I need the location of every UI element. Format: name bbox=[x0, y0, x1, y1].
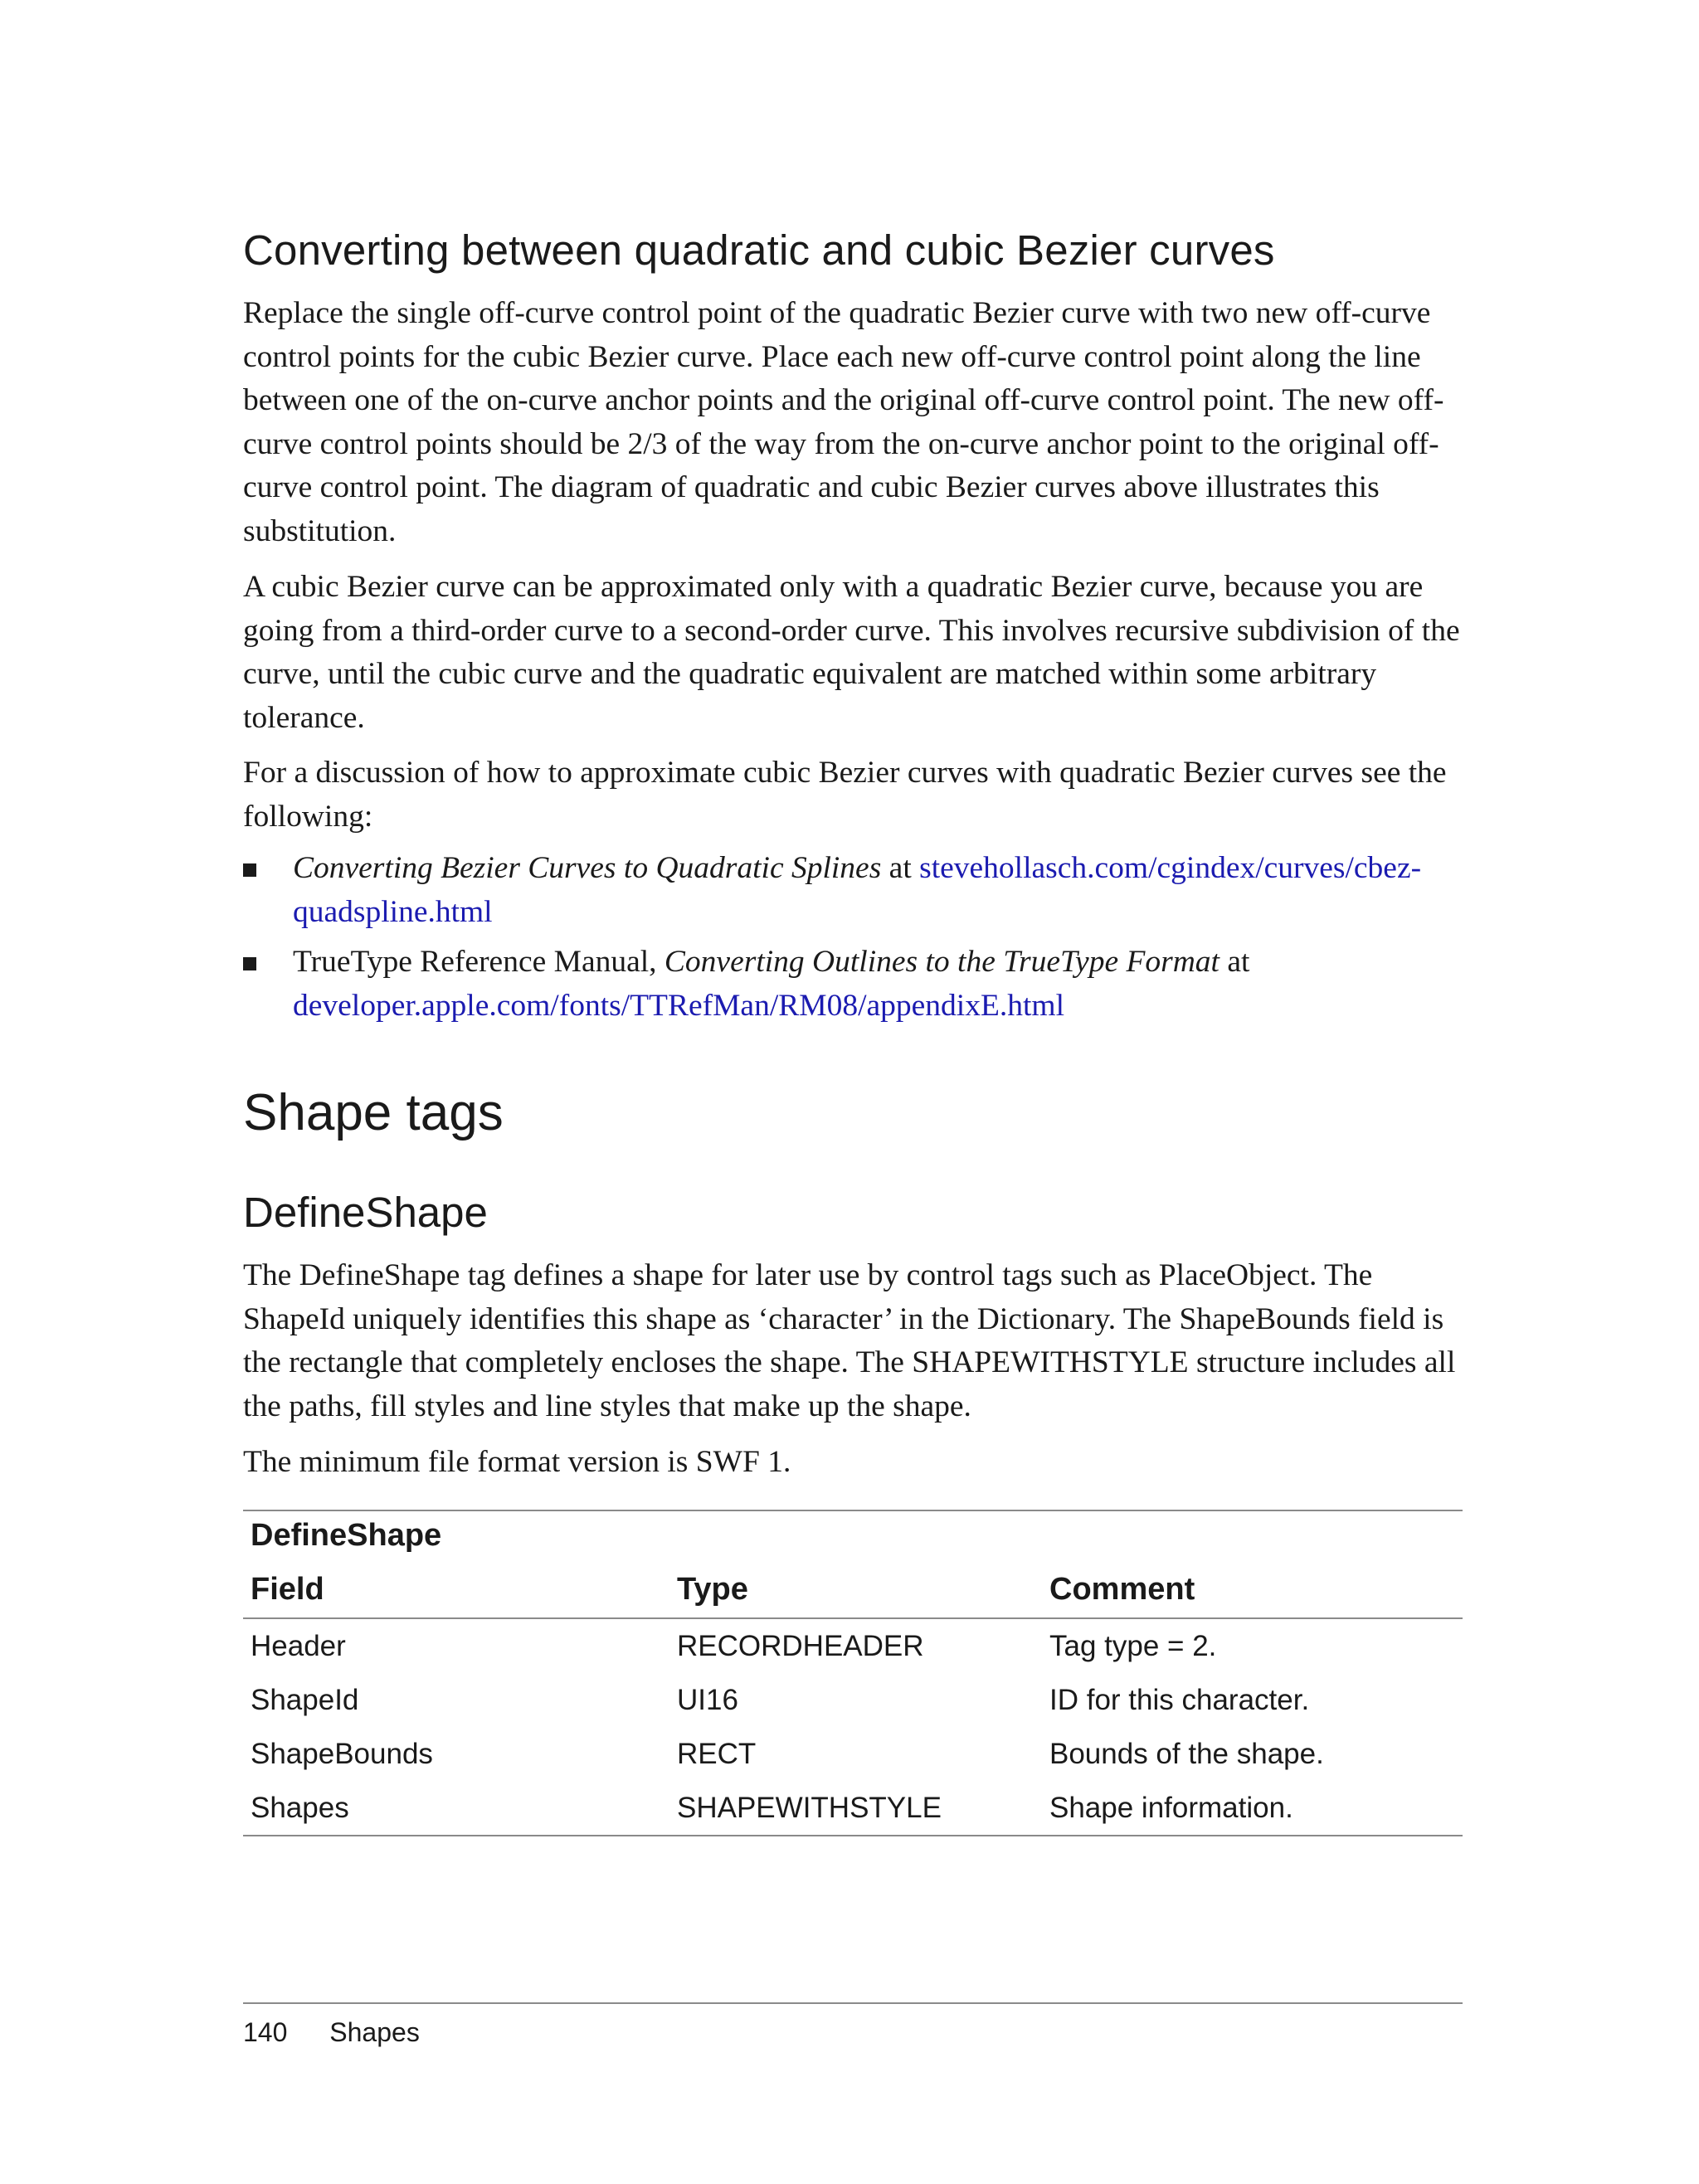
table-row bbox=[243, 1618, 1463, 1673]
page-footer bbox=[243, 2017, 420, 2048]
table-row bbox=[243, 1781, 1463, 1836]
cell-type: RECT bbox=[677, 1737, 757, 1770]
paragraph-quadratic-to-cubic: Replace the single off-curve control point of the quadratic Bezier curve with two new off-curve control points for the cubic Bezier curve. Place each new off-curve control point along the line between one of the on-curve anchor points and the original off-curve control point. The new off-curve control points should be 2/3 of the way from the on-curve anchor point to the original off-curve control point. The diagram of quadratic and cubic Bezier curves above illustrates this substitution. bbox=[243, 296, 1444, 548]
footer-chapter-name: Shapes bbox=[329, 2017, 420, 2047]
reference-prefix: TrueType Reference Manual, bbox=[293, 945, 665, 979]
section-heading: Converting between quadratic and cubic Bezier curves bbox=[243, 226, 1275, 274]
subsection-heading: DefineShape bbox=[243, 1189, 488, 1236]
reference-link-hollasch[interactable]: stevehollasch.com/cgindex/curves/cbez-quadspline.html bbox=[293, 851, 1422, 929]
table-row bbox=[243, 1727, 1463, 1781]
paragraph-discussion-intro: For a discussion of how to approximate cubic Bezier curves with quadratic Bezier curves see the following: bbox=[243, 756, 1447, 834]
footer-rule bbox=[243, 2002, 1463, 2004]
table-row bbox=[243, 1673, 1463, 1727]
cell-field: Shapes bbox=[243, 1781, 669, 1836]
table-caption: DefineShape bbox=[251, 1518, 442, 1553]
reference-title: Converting Bezier Curves to Quadratic Splines bbox=[293, 851, 882, 885]
cell-comment: Bounds of the shape. bbox=[1049, 1737, 1324, 1770]
cell-type: RECORDHEADER bbox=[677, 1629, 924, 1662]
cell-type: UI16 bbox=[677, 1683, 738, 1716]
square-bullet-icon bbox=[243, 957, 256, 970]
list-item bbox=[243, 847, 1463, 934]
cell-field: Header bbox=[251, 1629, 346, 1662]
cell-comment: ID for this character. bbox=[1049, 1683, 1310, 1716]
cell-type: SHAPEWITHSTYLE bbox=[669, 1781, 1042, 1836]
paragraph-defineshape-description: The DefineShape tag defines a shape for later use by control tags such as PlaceObject. The ShapeId uniquely identifies this shape as ‘character’ in the Dictionary. The ShapeBounds field is the rectangle that completely encloses the shape. The SHAPEWITHSTYLE structure includes all the paths, fill styles and line styles that make up the shape. bbox=[243, 1258, 1456, 1423]
cell-comment: Shape information. bbox=[1042, 1781, 1463, 1836]
cell-field: ShapeId bbox=[251, 1683, 359, 1716]
square-bullet-icon bbox=[243, 863, 256, 877]
chapter-heading: Shape tags bbox=[243, 1084, 504, 1141]
table-top-rule bbox=[243, 1510, 1463, 1511]
reference-list bbox=[243, 847, 1463, 1034]
reference-title: Converting Outlines to the TrueType Format bbox=[664, 945, 1219, 979]
column-header-comment: Comment bbox=[1042, 1571, 1463, 1618]
paragraph-min-version: The minimum file format version is SWF 1. bbox=[243, 1445, 791, 1479]
cell-field: ShapeBounds bbox=[251, 1737, 433, 1770]
column-header-field: Field bbox=[243, 1571, 669, 1618]
page-number: 140 bbox=[243, 2017, 288, 2047]
table-header-row bbox=[243, 1571, 1463, 1618]
reference-link-apple[interactable]: developer.apple.com/fonts/TTRefMan/RM08/appendixE.html bbox=[293, 988, 1065, 1023]
list-item bbox=[243, 941, 1463, 1028]
cell-comment: Tag type = 2. bbox=[1049, 1629, 1217, 1662]
defineshape-table bbox=[243, 1571, 1463, 1836]
column-header-type: Type bbox=[669, 1571, 1042, 1618]
reference-at: at bbox=[881, 851, 920, 885]
reference-at: at bbox=[1219, 945, 1250, 979]
paragraph-cubic-approximation: A cubic Bezier curve can be approximated only with a quadratic Bezier curve, because you are going from a third-order curve to a second-order curve. This involves recursive subdivision of the curve, until the cubic curve and the quadratic equivalent are matched within some arbitrary tolerance. bbox=[243, 570, 1460, 735]
